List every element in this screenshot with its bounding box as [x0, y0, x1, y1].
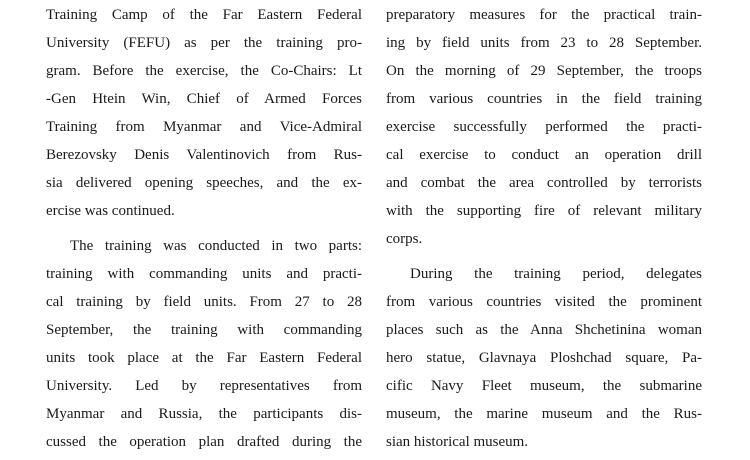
text-line: cussed the operation plan drafted during the [46, 434, 362, 450]
text-line: places such as the Anna Shchetinina woman [386, 322, 702, 338]
text-line: from various countries visited the prominent [386, 294, 702, 310]
text-line: -Gen Htein Win, Chief of Armed Forces [46, 91, 362, 107]
text-line: During the training period, delegates [410, 266, 702, 282]
text-line: September, the training with commanding [46, 322, 362, 338]
text-line: training with commanding units and practi- [46, 266, 362, 282]
text-line: exercise successfully performed the practi- [386, 119, 702, 135]
text-line: with the supporting fire of relevant military [386, 203, 702, 219]
text-line: Berezovsky Denis Valentinovich from Rus- [46, 147, 362, 163]
text-line: Myanmar and Russia, the participants dis- [46, 406, 362, 422]
text-line: ing by field units from 23 to 28 September. [386, 35, 702, 51]
text-line: sian historical museum. [386, 434, 529, 450]
text-line: hero statue, Glavnaya Ploshchad square, Pa- [386, 350, 702, 366]
text-line: and combat the area controlled by terrorists [386, 175, 702, 191]
text-line: University (FEFU) as per the training pro- [46, 35, 362, 51]
text-line: preparatory measures for the practical train- [386, 7, 702, 23]
text-line: cal exercise to conduct an operation drill [386, 147, 702, 163]
text-line: cal training by field units. From 27 to 28 [46, 294, 362, 310]
text-line: gram. Before the exercise, the Co-Chairs: Lt [46, 63, 362, 79]
text-line: On the morning of 29 September, the troops [386, 63, 702, 79]
text-line: corps. [386, 231, 423, 247]
text-line: University. Led by representatives from [46, 378, 362, 394]
text-line: from various countries in the field training [386, 91, 702, 107]
text-line: The training was conducted in two parts: [70, 238, 362, 254]
text-line: ercise was continued. [46, 203, 175, 219]
text-line: units took place at the Far Eastern Federal [46, 350, 362, 366]
text-line: Training Camp of the Far Eastern Federal [46, 7, 362, 23]
text-line: cific Navy Fleet museum, the submarine [386, 378, 702, 394]
text-line: Training from Myanmar and Vice-Admiral [46, 119, 362, 135]
text-line: sia delivered opening speeches, and the ex- [46, 175, 362, 191]
text-line: museum, the marine museum and the Rus- [386, 406, 702, 422]
